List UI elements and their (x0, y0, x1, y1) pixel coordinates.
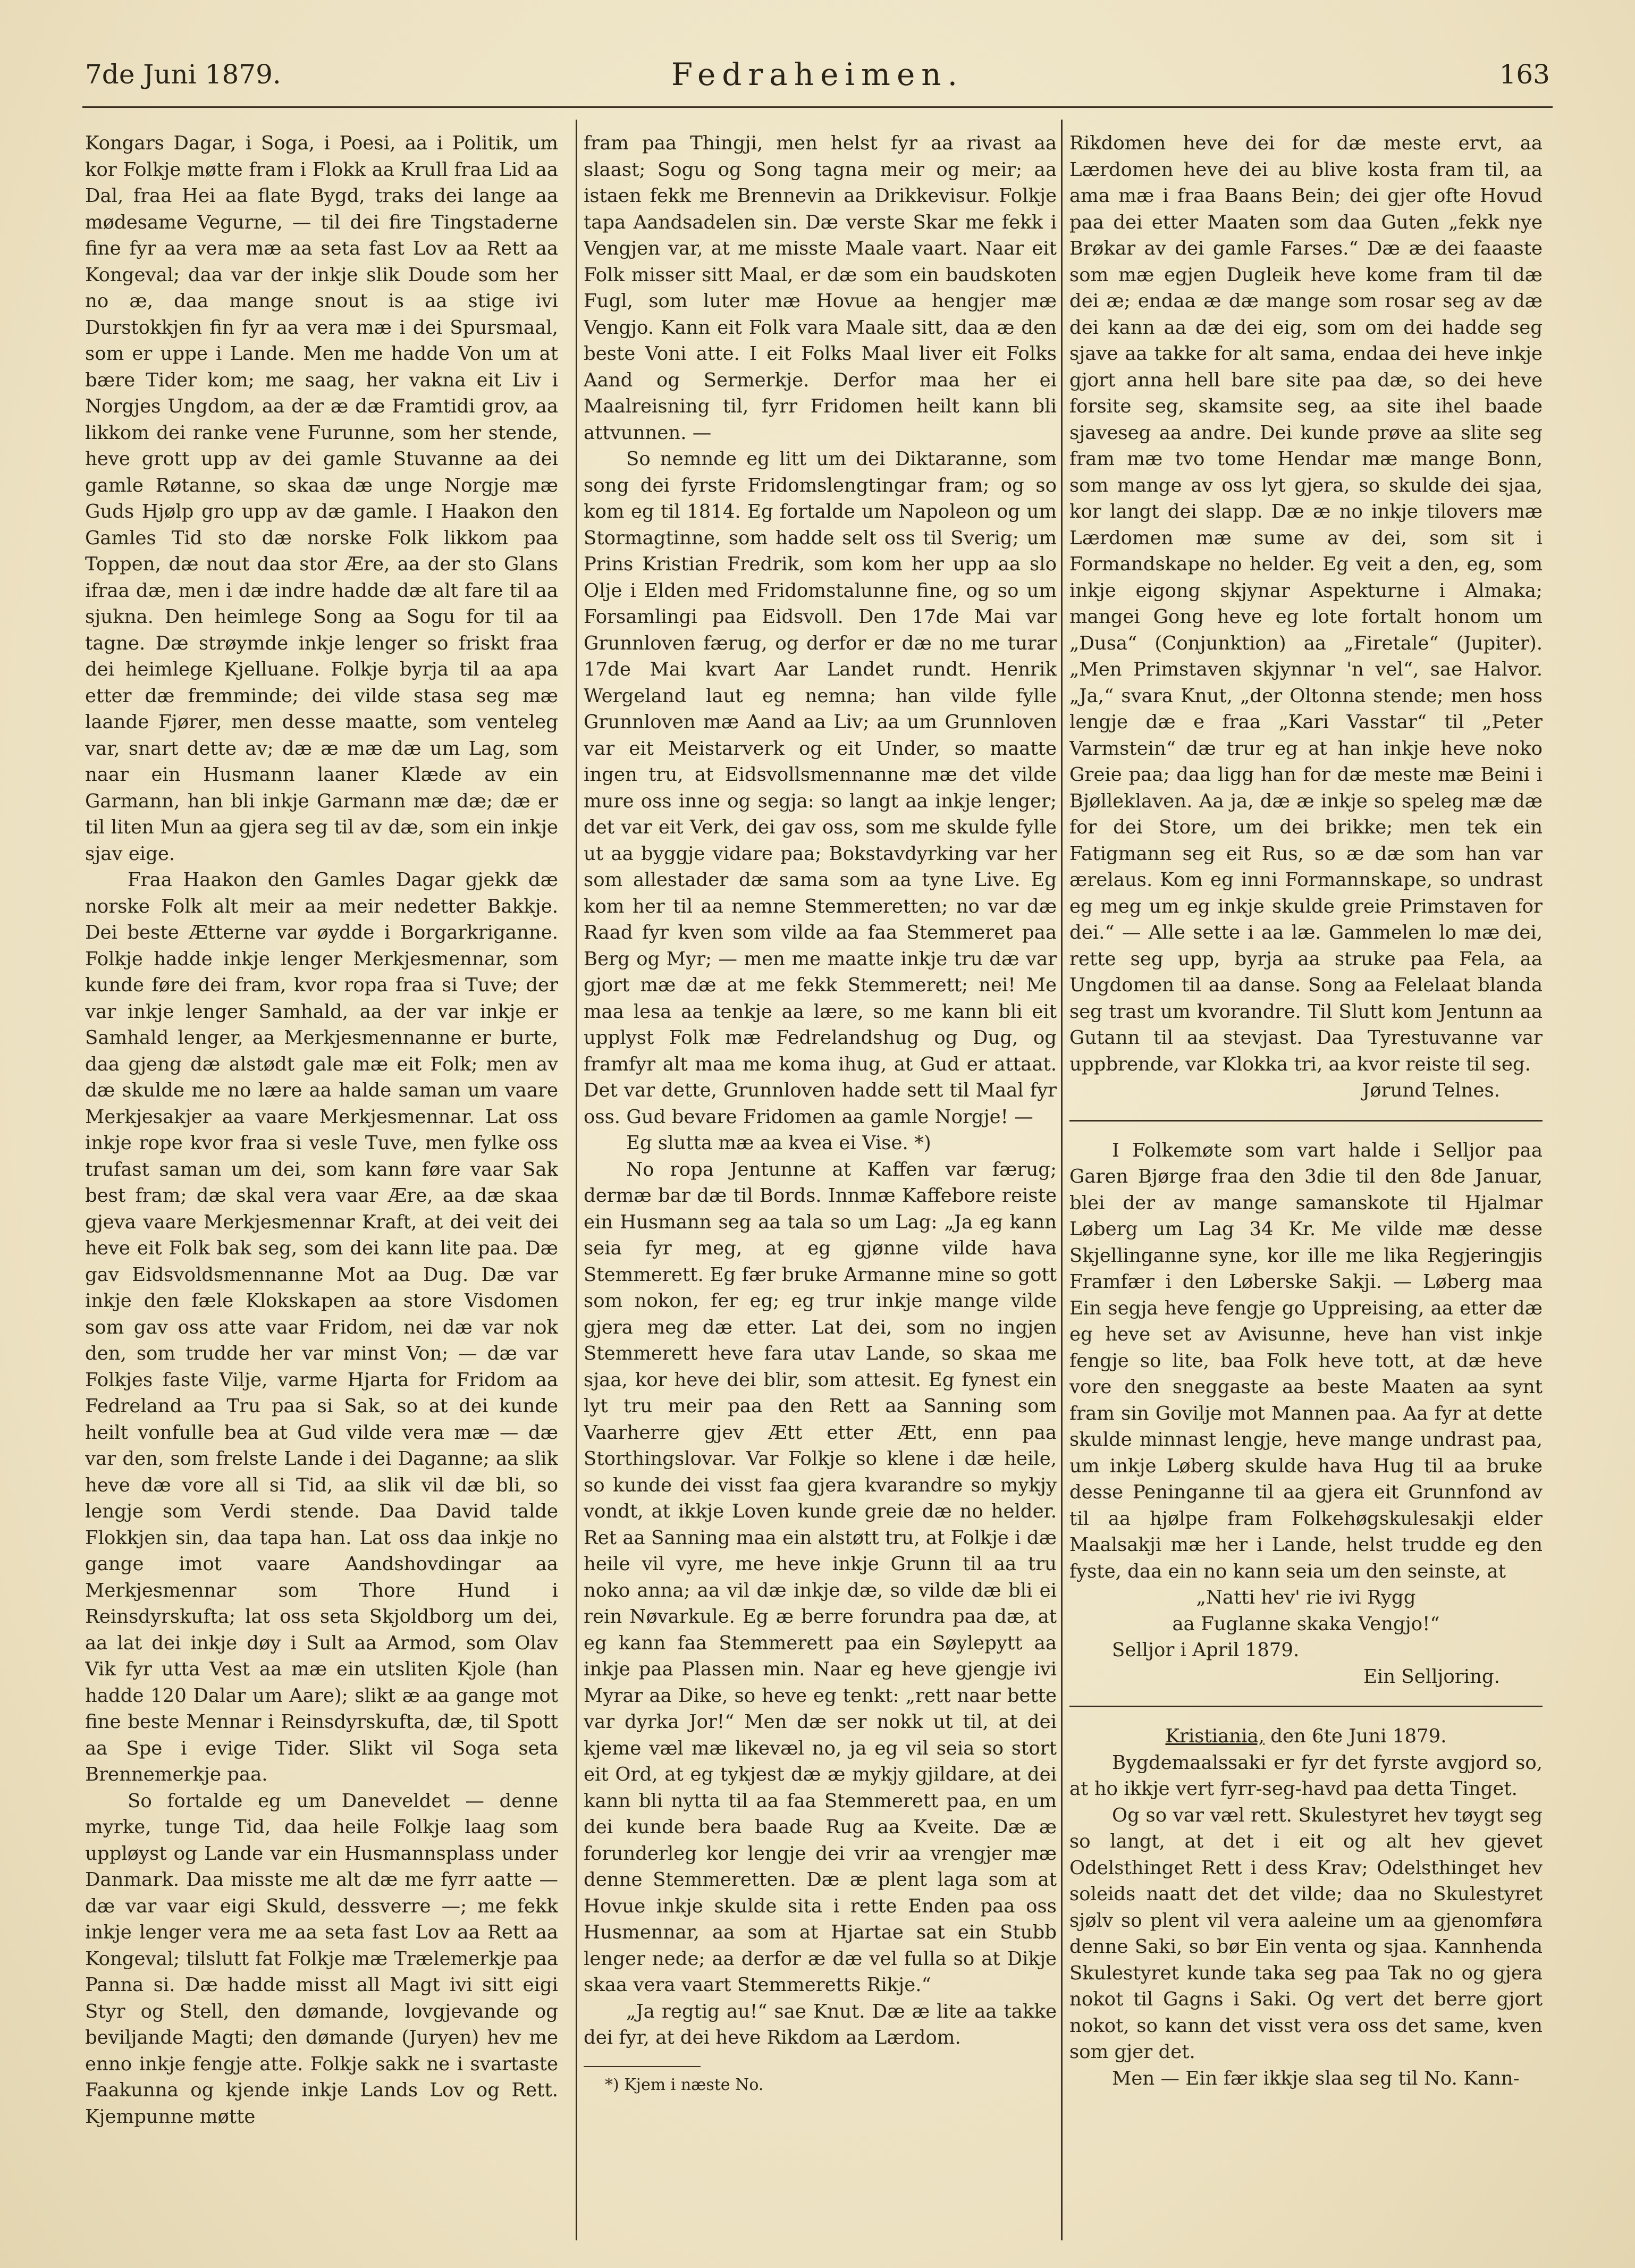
dateline-date: den 6te Juni 1879. (1270, 1725, 1447, 1747)
author-signature: Jørund Telnes. (1362, 1080, 1500, 1101)
article-paragraph: Fraa Haakon den Gamles Dagar gjekk dæ norske Folk alt meir aa meir nedetter Bakkje. Dei beste Ætterne var øydde i Borgarkriganne. Folkje hadde inkje lenger Merkjesmennar, som kunde føre dei fram, kvor ropa fraa si Tuve; der var inkje lenger Samhald, aa der var inkje er Samhald lenger, aa Merkjesmennanne er burte, daa gjeng dæ alstødt gale mæ eit Folk; men av dæ skulde me no lære aa halde saman um vaare Merkjesakjer aa vaare Merkjesmennar. Lat oss inkje rope kvor fraa si vesle Tuve, men fylke oss trufast saman um dei, som kann føre vaar Sak best fram; dæ skal vera vaar Ære, aa dæ skaa gjeva vaare Merkjesmennar Kraft, at dei veit dei heve eit Folk bak seg, som dei kann lite paa. Dæ gav Eidsvoldsmennanne Mot aa Dug. Dæ var inkje den fæle Klokskapen aa store Visdomen som gav oss atte vaar Fridom, nei dæ var nok den, som trudde her var minst Von; — dæ var Folkjes faste Vilje, varme Hjarta for Fridom aa Fedreland aa Tru paa si Sak, so at dei kunde heilt vonfulle bea at Gud vilde vera mæ — dæ var den, som frelste Lande i dei Daganne; aa slik heve dæ vore all si Tid, aa slik vil dæ bli, so lengje som Verdi stende. Daa David talde Flokkjen sin, daa tapa han. Lat oss daa inkje no gange imot vaare Aandshovdingar aa Merkjesmennar som Thore Hund i Reinsdyrskufta; lat oss seta Skjoldborg um dei, aa lat dei inkje døy i Sult aa Armod, som Olav Vik fyr utta Vest aa mæ ein utsliten Kjole (han hadde 120 Dalar um Aare); slikt æ aa gange mot fine beste Mennar i Reinsdyrskufta, dæ, til Spott aa Spe i evige Tider. Slikt vil Soga seta Brennemerkje paa. (85, 869, 558, 1785)
article-paragraph: Og so var væl rett. Skulestyret hev tøygt seg so langt, at det i eit og alt hev gjevet Odelsthinget Rett i dess Krav; Odelsthinget hev soleids naatt det det vilde; daa no Skulestyret sjølv so plent vil vera aaleine um aa gjenomføra denne Saki, so bør Ein venta og sjaa. Kannhenda Skulestyret kunde taka seg paa Tak no og gjera nokot til Gagns i Saki. Og vert det berre gjort nokot, so kann det visst vera oss det same, kven som gjer det. (1069, 1804, 1543, 2063)
column-1 (85, 130, 558, 2251)
article-paragraph: Men — Ein fær ikkje slaa seg til No. Kann- (1112, 2067, 1520, 2089)
column-divider-1 (576, 120, 577, 2240)
article-paragraph: Bygdemaalssaki er fyr det fyrste avgjord so, at ho ikkje vert fyrr-seg-havd paa detta Tinget. (1069, 1751, 1543, 1800)
page-header (85, 50, 1550, 98)
header-date: 7de Juni 1879. (85, 59, 281, 90)
article-paragraph: Rikdomen heve dei for dæ meste ervt, aa Lærdomen heve dei au blive kosta fram til, aa ama mæ i fraa Baans Bein; dei gjer ofte Hovud paa dei etter Maaten som daa Guten „fekk nye Brøkar av dei gamle Farses.“ Dæ æ dei faaaste som mæ egjen Dugleik heve kome fram til dæ dei æ; endaa æ dæ mange som rosar seg av dæ dei kann aa dæ dei eig, som om dei hadde seg sjave aa takke for alt sama, endaa dei heve inkje gjort anna hell bare site paa dæ, so dei heve forsite seg, skamsite seg, aa site ihel baade sjaveseg aa andre. Dei kunde prøve aa slite seg fram mæ tvo tome Hendar mæ mange Bonn, som mange av oss lyt gjera, so skulde dei sjaa, kor langt dei slapp. Dæ æ no inkje tilovers mæ Lærdomen mæ sume av dei, som sit i Formandskape no helder. Eg veit a den, eg, som inkje eigong skjynar Aspekturne i Almaka; mangei Gong heve eg lote fortalt honom um „Dusa“ (Conjunktion) aa „Firetale“ (Jupiter). „Men Primstaven skjynnar 'n vel“, sae Halvor. „Ja,“ svara Knut, „der Oltonna stende; men hoss lengje dæ e fraa „Kari Vasstar“ til „Peter Varmstein“ dæ trur eg at han inkje heve noko Greie paa; daa ligg han for dæ meste mæ Beini i Bjølleklaven. Aa ja, dæ æ inkje so speleg mæ dæ for dei Store, um dei brikke; men tek ein Fatigmann seg eit Rus, so æ dæ som han var ærelaus. Kom eg inni Formannskape, so undrast eg meg um eg inkje skulde greie Primstaven for dei.“ — Alle sette i aa læ. Gammelen lo mæ dei, rette seg upp, byrja aa struke paa Fela, aa Ungdomen til aa danse. Song aa Felelaat blanda seg trast um kvorandre. Til Slutt kom Jentunn aa Gutann til aa stevjast. Daa Tyrestuvanne var uppbrende, var Klokka tri, aa kvor reiste til seg. (1069, 132, 1543, 1075)
article-paragraph: I Folkemøte som vart halde i Selljor paa Garen Bjørge fraa den 3die til den 8de Januar, blei der av mange samanskote til Hjalmar Løberg um Lag 34 Kr. Me vilde mæ desse Skjellinganne syne, kor ille me lika Regjeringjis Framfær i den Løberske Sakji. — Løberg maa Ein segja heve fengje go Uppreising, aa etter dæ eg heve set av Avisunne, heve han vist inkje fengje so lite, baa Folk heve tott, at dæ heve vore den sneggaste aa beste Maaten aa synt fram sin Govilje mot Mannen paa. Aa fyr at dette skulde minnast lengje, heve mange undrast paa, um inkje Løberg skulde hava Hug til aa bruke desse Peninganne til aa gjera eit Grunnfond av til aa hjølpe fram Folkehøgskulesakji elder Maalsakji mæ her i Lande, helst trudde eg den fyste, daa ein no kann seia um den seinste, at (1069, 1139, 1543, 1582)
page-number: 163 (1499, 59, 1550, 90)
column-2 (584, 130, 1057, 2251)
column-3 (1069, 130, 1543, 2251)
footnote-rule (584, 2066, 701, 2067)
article-paragraph: Eg slutta mæ aa kvea ei Vise. *) (626, 1132, 931, 1154)
verse-line: „Natti hev' rie ivi Rygg (1196, 1587, 1416, 1608)
dateline-place: Kristiania, (1165, 1725, 1265, 1747)
section-rule (1069, 1706, 1543, 1707)
column-divider-2 (1061, 120, 1063, 2240)
article-paragraph: fram paa Thingji, men helst fyr aa rivast aa slaast; Sogu og Song tagna meir og meir; aa istaen fekk me Brennevin aa Drikkevisur. Folkje tapa Aandsadelen sin. Dæ verste Skar me fekk i Vengjen var, at me misste Maale vaart. Naar eit Folk misser sitt Maal, er dæ som ein baudskoten Fugl, som luter mæ Hovue aa hengjer mæ Vengjo. Kann eit Folk vara Maale sitt, daa æ den beste Voni atte. I eit Folks Maal liver eit Folks Aand og Sermerkje. Derfor maa her ei Maalreisning til, fyrr Fridomen heilt kann bli attvunnen. — (584, 132, 1057, 444)
article-paragraph: So nemnde eg litt um dei Diktaranne, som song dei fyrste Fridomslengtingar fram; og so kom eg til 1814. Eg fortalde um Napoleon og um Stormagtinne, som hadde selt oss til Sverig; um Prins Kristian Fredrik, som kom her upp aa slo Olje i Elden med Fridomstalunne fine, og so um Forsamlingi paa Eidsvoll. Den 17de Mai var Grunnloven færug, og derfor er dæ no me turar 17de Mai kvart Aar Landet rundt. Henrik Wergeland laut eg nemna; han vilde fylle Grunnloven mæ Aand aa Liv; aa um Grunnloven var eit Meistarverk og eit Under, so maatte ingen tru, at Eidsvollsmennanne mæ det vilde mure oss inne og segja: so langt aa inkje lenger; det var eit Verk, dei gav oss, som me skulde fylle ut aa byggje vidare paa; Bokstavdyrking var her som allestader dæ sama som aa tyne Live. Eg kom her til aa nemne Stemmeretten; no var dæ Raad fyr kven som vilde aa faa Stemmeret paa Berg og Myr; — men me maatte inkje tru dæ var gjort mæ dæ at me fekk Stemmerett; nei! Me maa lesa aa tenkje aa lære, so me kann bli eit upplyst Folk mæ Fedrelandshug og Dug, og framfyr alt maa me koma ihug, at Gud er attaat. Det var dette, Grunnloven hadde sett til Maal fyr oss. Gud bevare Fridomen aa gamle Norgje! — (584, 448, 1057, 1128)
article-paragraph: No ropa Jentunne at Kaffen var færug; dermæ bar dæ til Bords. Innmæ Kaffebore reiste ein Husmann seg aa tala so um Lag: „Ja eg kann seia fyr meg, at eg gjønne vilde hava Stemmerett. Eg fær bruke Armanne mine so gott som nokon, fer eg; eg trur inkje mange vilde gjera meg dæ etter. Lat dei, som no ingjen Stemmerett heve fara utav Lande, so skaa me sjaa, kor heve dei blir, som attesit. Eg fynest ein lyt tru meir paa den Rett aa Sanning som Vaarherre gjev Ætt etter Ætt, enn paa Storthingslovar. Var Folkje so klene i dæ heile, so kunde dei visst faa gjera kvarandre so mykjy vondt, at ikkje Loven kunde greie dæ no helder. Ret aa Sanning maa ein alstøtt tru, at Folkje i dæ heile vil vyre, me heve inkje Grunn til aa tru noko anna; aa vil dæ inkje dæ, so vilde dæ bli ei rein Nøvarkule. Eg æ berre forundra paa dæ, at eg kann faa Stemmerett paa ein Søylepytt aa inkje paa Plassen min. Naar eg heve gjengje ivi Myrar aa Dike, so heve eg tenkt: „rett naar bette var dyrka Jor!“ Men dæ ser nokk ut til, at dei kjeme væl mæ likevæl no, ja eg vil seia so stort eit Ord, at eg tykjest dæ æ mykjy gjildare, at dei kann bli nytta til aa faa Stemmerett paa, en um dei kunde bera baade Rug aa Kveite. Dæ æ forunderleg kor lengje dei vrir aa vrengjer mæ denne Stemmeretten. Dæ æ plent laga som at Hovue inkje skulde sita i rette Enden paa oss Husmennar, aa som at Hjartae sat ein Stubb lenger nede; aa derfor æ dæ vel fulla so at Dikje skaa vera vaart Stemmeretts Rikje.“ (584, 1158, 1057, 1996)
article-paragraph: So fortalde eg um Daneveldet — denne myrke, tunge Tid, daa heile Folkje laag som uppløyst og Lande var ein Husmannsplass under Danmark. Daa misste me alt dæ me fyrr aatte — dæ var vaar eigi Skuld, dessverre —; me fekk inkje lenger vera me aa seta fast Lov aa Rett aa Kongeval; tilslutt fat Folkje mæ Trælemerkje paa Panna si. Dæ hadde misst all Magt ivi sitt eigi Styr og Stell, den dømande, lovgjevande og beviljande Magti; den dømande (Juryen) hev me enno inkje fengje atte. Folkje sakk ne i svartaste Faakunna og kjende inkje Lands Lov og Rett. Kjempunne møtte (85, 1790, 558, 2128)
article-paragraph: Kongars Dagar, i Soga, i Poesi, aa i Politik, um kor Folkje møtte fram i Flokk aa Krull fraa Lid aa Dal, fraa Hei aa flate Bygd, traks dei lange aa mødesame Vegurne, — til dei fire Tingstaderne fine fyr aa vera mæ aa seta fast Lov aa Rett aa Kongeval; daa var der inkje slik Doude som her no æ, daa mange snout is aa stige ivi Durstokkjen fin fyr aa vera mæ i dei Spursmaal, som er uppe i Lande. Men me hadde Von um at bære Tider kom; me saag, her vakna eit Liv i Norgjes Ungdom, aa der æ dæ Framtidi grov, aa likkom dei ranke vene Furunne, som her stende, heve grott upp av dei gamle Stuvanne aa dei gamle Røtanne, so skaa dæ unge Norgje mæ Guds Hjølp gro upp av dæ gamle. I Haakon den Gamles Tid sto dæ norske Folk likkom paa Toppen, dæ nout daa stor Ære, aa der sto Glans ifraa dæ, men i dæ indre hadde dæ alt fare til aa sjukna. Den heimlege Song aa Sogu for til aa tagne. Dæ strøymde inkje lenger so friskt fraa dei heimlege Kjelluane. Folkje byrja til aa apa etter dæ fremminde; dei vilde stasa seg mæ laande Fjører, men desse maatte, som venteleg var, snart dette av; dæ æ mæ dæ um Lag, som naar ein Husmann laaner Klæde av ein Garmann, han bli inkje Garmann mæ dæ; dæ er til liten Mun aa gjera seg til av dæ, som ein inkje sjav eige. (85, 132, 558, 865)
section-rule (1069, 1120, 1543, 1122)
dateline (1069, 1723, 1543, 1750)
footnote: *) Kjem i næste No. (605, 2075, 764, 2094)
author-signature: Ein Selljoring. (1363, 1665, 1500, 1688)
header-rule (82, 106, 1553, 108)
place-date: Selljor i April 1879. (1112, 1639, 1300, 1661)
article-paragraph: „Ja regtig au!“ sae Knut. Dæ æ lite aa takke dei fyr, at dei heve Rikdom aa Lærdom. (584, 2000, 1057, 2048)
masthead-title: Fedraheimen. (671, 56, 964, 92)
verse-line: aa Fuglanne skaka Vengjo!“ (1172, 1613, 1440, 1635)
